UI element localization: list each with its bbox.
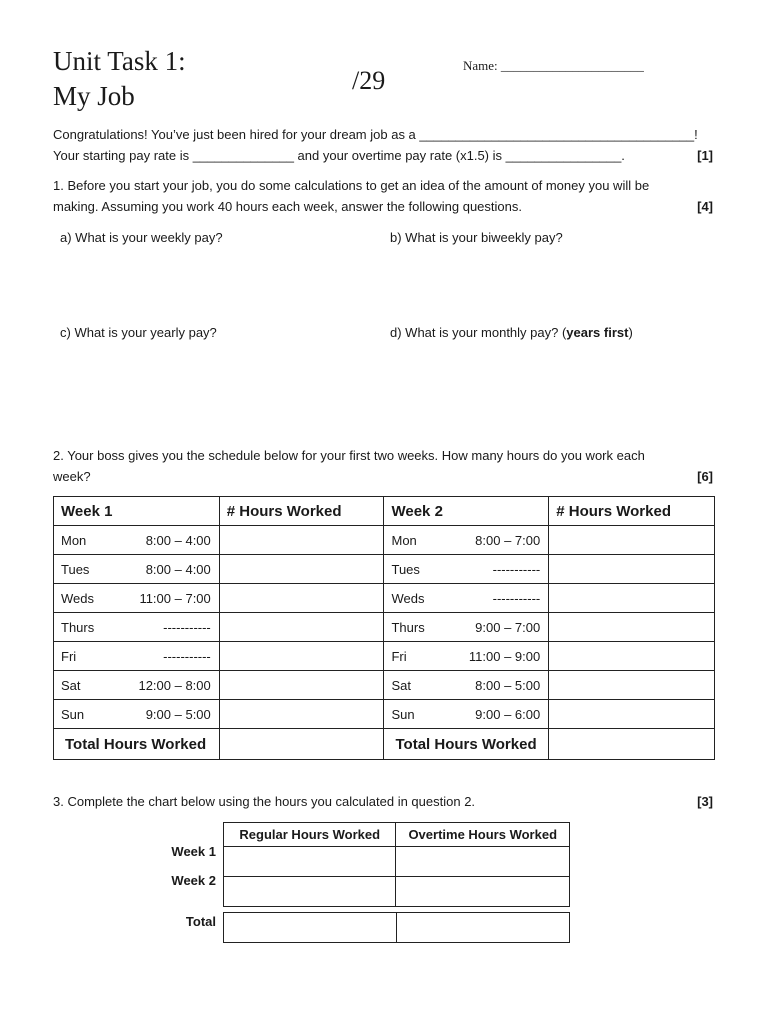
- week2-regular-cell[interactable]: [224, 877, 396, 907]
- week2-total-label: Total Hours Worked: [384, 729, 549, 760]
- header-week-1: Week 1: [54, 497, 220, 526]
- week2-shift: [384, 584, 549, 613]
- day-label: Mon: [61, 532, 87, 548]
- week2-shift: [384, 642, 549, 671]
- q2-line-1: 2. Your boss gives you the schedule below for your first two weeks. How many hours do you work each: [53, 448, 645, 463]
- worksheet-title: [53, 44, 186, 114]
- shift-time: 8:00 – 4:00: [145, 532, 211, 548]
- table-row: [54, 671, 715, 700]
- week2-hours-cell[interactable]: [549, 526, 715, 555]
- total-score: /29: [352, 66, 386, 95]
- total-overtime-cell[interactable]: [396, 913, 570, 943]
- week2-total-cell[interactable]: [549, 729, 715, 760]
- question-2: [53, 445, 715, 487]
- q3-marks: [3]: [697, 794, 713, 809]
- day-label: Tues: [391, 561, 420, 577]
- schedule-table: [53, 496, 715, 760]
- shift-time: 9:00 – 7:00: [475, 619, 541, 635]
- day-label: Weds: [61, 590, 94, 606]
- q1-d-prefix: d) What is your monthly pay? (: [390, 325, 567, 340]
- day-label: Mon: [391, 532, 417, 548]
- header-week-2: Week 2: [384, 497, 549, 526]
- week1-hours-cell[interactable]: [219, 526, 384, 555]
- week2-shift: [384, 555, 549, 584]
- week1-shift: [54, 555, 220, 584]
- q1-line-1: 1. Before you start your job, you do some calculations to get an idea of the amount of money you will be: [53, 178, 650, 193]
- week1-hours-cell[interactable]: [219, 613, 384, 642]
- day-label: Thurs: [391, 619, 425, 635]
- row-label-total: Total: [185, 914, 216, 929]
- shift-time: 9:00 – 6:00: [475, 706, 541, 722]
- day-label: Thurs: [61, 619, 95, 635]
- shift-time: 9:00 – 5:00: [145, 706, 211, 722]
- q1-line-2: making. Assuming you work 40 hours each week, answer the following questions.: [53, 199, 522, 214]
- day-label: Sat: [391, 677, 411, 693]
- q1-part-b: b) What is your biweekly pay?: [390, 230, 563, 245]
- table-row: [54, 555, 715, 584]
- table-row: [54, 642, 715, 671]
- question-1: [53, 175, 715, 217]
- table-row: [54, 700, 715, 729]
- shift-time: 11:00 – 9:00: [468, 648, 541, 664]
- table-row: [54, 613, 715, 642]
- shift-time: 8:00 – 7:00: [475, 532, 541, 548]
- q1-d-suffix: ): [628, 325, 633, 340]
- title-line-2: My Job: [53, 81, 135, 111]
- week2-shift: [384, 613, 549, 642]
- day-label: Weds: [391, 590, 425, 606]
- intro-line-2: Your starting pay rate is ______________ and your overtime pay rate (x1.5) is ________________.: [53, 148, 625, 163]
- title-line-1: Unit Task 1:: [53, 46, 186, 76]
- week2-shift: [384, 671, 549, 700]
- week1-hours-cell[interactable]: [219, 700, 384, 729]
- col-overtime-hours: Overtime Hours Worked: [396, 823, 570, 847]
- intro-text: [53, 124, 715, 166]
- q1-part-c: c) What is your yearly pay?: [60, 325, 217, 340]
- shift-time: -----------: [492, 561, 541, 577]
- q2-marks: [6]: [697, 469, 713, 484]
- week1-overtime-cell[interactable]: [396, 847, 570, 877]
- shift-time: -----------: [163, 619, 211, 635]
- week1-hours-cell[interactable]: [219, 555, 384, 584]
- name-field[interactable]: Name: ______________________: [463, 58, 644, 73]
- week1-shift: [54, 642, 220, 671]
- total-regular-cell[interactable]: [224, 913, 397, 943]
- week1-shift: [54, 671, 220, 700]
- total-row: [54, 729, 715, 760]
- week1-shift: [54, 584, 220, 613]
- q1-marks: [4]: [697, 199, 713, 214]
- week1-hours-cell[interactable]: [219, 671, 384, 700]
- header-hours-2: # Hours Worked: [549, 497, 715, 526]
- week1-shift: [54, 700, 220, 729]
- table-row: [54, 526, 715, 555]
- week1-shift: [54, 526, 220, 555]
- week1-hours-cell[interactable]: [219, 584, 384, 613]
- intro-marks: [1]: [697, 148, 713, 163]
- week2-shift: [384, 700, 549, 729]
- week2-hours-cell[interactable]: [549, 584, 715, 613]
- header-hours-1: # Hours Worked: [219, 497, 384, 526]
- week2-hours-cell[interactable]: [549, 613, 715, 642]
- shift-time: -----------: [492, 590, 541, 606]
- q2-line-2: week?: [53, 469, 91, 484]
- week2-hours-cell[interactable]: [549, 671, 715, 700]
- day-label: Sat: [61, 677, 81, 693]
- day-label: Fri: [61, 648, 77, 664]
- week1-regular-cell[interactable]: [224, 847, 396, 877]
- question-3: [53, 791, 715, 812]
- day-label: Sun: [61, 706, 85, 722]
- q1-part-a: a) What is your weekly pay?: [60, 230, 223, 245]
- q1-part-d: [390, 322, 633, 343]
- week2-hours-cell[interactable]: [549, 700, 715, 729]
- week2-hours-cell[interactable]: [549, 642, 715, 671]
- intro-line-1: Congratulations! You’ve just been hired for your dream job as a ______________________________________!: [53, 127, 698, 142]
- shift-time: -----------: [163, 648, 211, 664]
- week1-hours-cell[interactable]: [219, 642, 384, 671]
- day-label: Tues: [61, 561, 90, 577]
- schedule-header-row: [54, 497, 715, 526]
- shift-time: 11:00 – 7:00: [139, 590, 211, 606]
- table-row: [54, 584, 715, 613]
- col-regular-hours: Regular Hours Worked: [224, 823, 396, 847]
- q1-d-bold: years first: [566, 325, 629, 340]
- q3-text: 3. Complete the chart below using the hours you calculated in question 2.: [53, 794, 476, 809]
- row-label-week1: Week 1: [171, 844, 216, 859]
- day-label: Sun: [391, 706, 415, 722]
- week1-shift: [54, 613, 220, 642]
- shift-time: 8:00 – 4:00: [145, 561, 211, 577]
- week2-shift: [384, 526, 549, 555]
- shift-time: 8:00 – 5:00: [475, 677, 541, 693]
- week1-total-label: Total Hours Worked: [54, 729, 220, 760]
- row-label-week2: Week 2: [171, 873, 216, 888]
- week2-hours-cell[interactable]: [549, 555, 715, 584]
- total-chart: [223, 912, 570, 943]
- hours-chart: [223, 822, 570, 907]
- shift-time: 12:00 – 8:00: [138, 677, 211, 693]
- week2-overtime-cell[interactable]: [396, 877, 570, 907]
- day-label: Fri: [391, 648, 407, 664]
- week1-total-cell[interactable]: [219, 729, 384, 760]
